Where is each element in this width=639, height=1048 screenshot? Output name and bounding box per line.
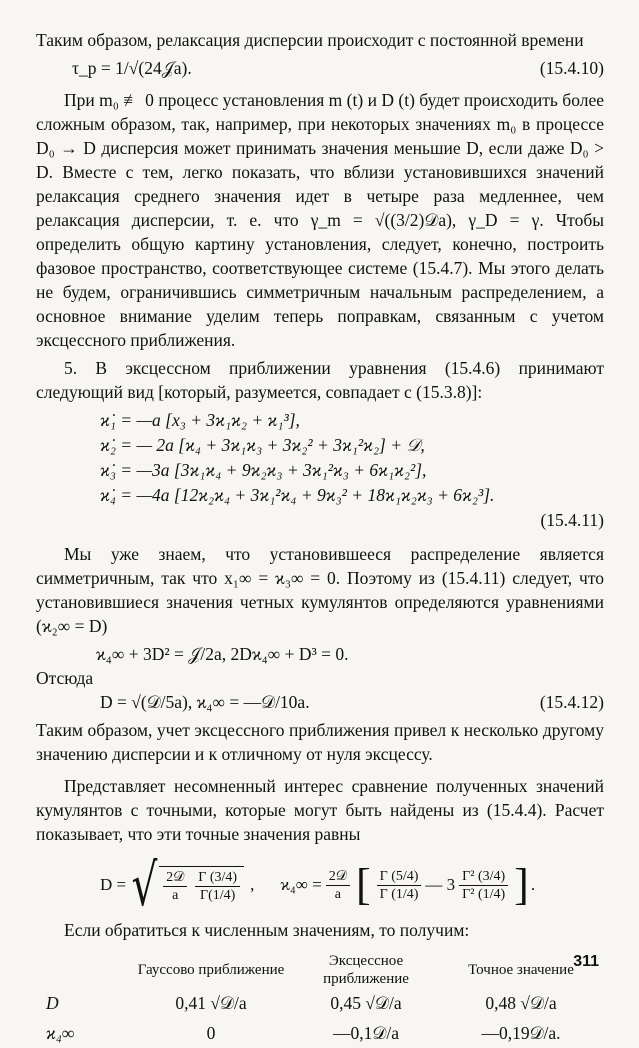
- page-number: 311: [573, 953, 599, 970]
- paragraph-5: Таким образом, учет эксцессного приближения привел к несколько другому значению дисперсии и к отличному от нуля эксцессу.: [36, 720, 604, 764]
- table-row: [36, 1018, 604, 1048]
- paragraph-3: 5. В эксцессном приближении уравнения (15.4.6) принимают следующий вид [который, разумеется, совпадает с (15.3.8)]:: [36, 358, 604, 402]
- fraction: $\frac{\Gamma (5/4)}{\Gamma (1/4)}$: [377, 868, 422, 903]
- table-header-row: [36, 952, 604, 988]
- row-label: D: [46, 993, 59, 1013]
- paragraph-7: Если обратиться к численным значениям, то получим:: [64, 920, 470, 940]
- table-cell: 0,45 √𝒟/a: [330, 993, 402, 1013]
- radical-sign-icon: √: [131, 851, 158, 919]
- paragraph-2: При m₀ ≢ 0 процесс установления m (t) и D (t) будет происходить более сложным образом, так, например, при некоторых значениях m₀ в процессе D₀ → D дисперсия может принимать значения меньшие D, если даже D₀ > D. Вместе с тем, легко показать, что вблизи установившихся значений релаксация среднего значения идет в четыре раза медленнее, чем релаксация дисперсии, т. е. что γ_m = √((3/2)𝒟a), γ_D = γ. Чтобы определить общую картину установления, следует, конечно, построить фазовое пространство, соответствующее системе (15.4.7). Мы этого делать не будем, ограничившись симметричным начальным распределением, а основное внимание уделим теперь поправкам, связанным с учетом эксцессного приближения.: [36, 90, 604, 350]
- system-line: ϰ̇₂ = — 2a [ϰ₄ + 3ϰ₁ϰ₃ + 3ϰ₂² + 3ϰ₁²ϰ₂] + 𝒟,: [100, 435, 425, 455]
- table-cell: 0,48 √𝒟/a: [485, 993, 557, 1013]
- right-bracket: ]: [514, 860, 529, 909]
- left-bracket: [: [355, 860, 371, 909]
- minus-three: — 3: [425, 875, 456, 894]
- system-line: ϰ̇₃ = —3a [3ϰ₁ϰ₄ + 9ϰ₂ϰ₃ + 3ϰ₁²ϰ₃ + 6ϰ₁ϰ₂²],: [100, 460, 427, 480]
- paragraph-4: Мы уже знаем, что установившееся распределение является симметричным, так что x₁∞ = ϰ₃∞ = 0. Поэтому из (15.4.11) следует, что установившиеся значения четных кумулянтов определяются уравнениями (ϰ₂∞ = D): [36, 544, 604, 636]
- paragraph-1: Таким образом, релаксация дисперсии происходит с постоянной времени: [36, 30, 584, 50]
- equation-system-15-4-11: [100, 408, 604, 508]
- equation-15-4-12: [36, 690, 604, 714]
- table-header: Гауссово приближение: [137, 962, 285, 978]
- table-cell: 0,41 √𝒟/a: [175, 993, 247, 1013]
- equation-formula: D = √(𝒟/5a), ϰ₄∞ = —𝒟/10a.: [100, 692, 310, 712]
- kappa-lhs: ϰ₄∞ =: [280, 875, 322, 894]
- table-cell: —0,19𝒟/a.: [481, 1023, 561, 1043]
- system-line: ϰ̇₄ = —4a [12ϰ₂ϰ₄ + 3ϰ₁²ϰ₄ + 9ϰ₃² + 18ϰ₁ϰ₂ϰ₃ + 6ϰ₂³].: [100, 485, 495, 505]
- fraction: $\frac{\text{2𝒟}}{a}$: [326, 868, 350, 903]
- equation-number: (15.4.10): [539, 58, 604, 78]
- table-cell: —0,1𝒟/a: [333, 1023, 399, 1043]
- comparison-table: [36, 952, 604, 1048]
- table-row: [36, 988, 604, 1018]
- equation-stationary: ϰ₄∞ + 3D² = 𝒥/2a, 2Dϰ₄∞ + D³ = 0.: [96, 644, 349, 664]
- table-cell: 0: [206, 1023, 216, 1043]
- equation-15-4-10: [36, 56, 604, 80]
- paragraph-6: Представляет несомненный интерес сравнение полученных значений кумулянтов с точными, которые могут быть найдены из (15.4.4). Расчет показывает, что эти точные значения равны: [36, 776, 604, 844]
- equation-exact-values: [100, 851, 604, 919]
- equation-formula: τ_p = 1/√(24𝒥a).: [72, 58, 192, 78]
- table-header: Эксцессное приближение: [323, 953, 409, 987]
- row-label: ϰ₄∞: [46, 1023, 75, 1043]
- sqrt-expression: [126, 851, 244, 919]
- fraction: $\frac{\text{2𝒟}}{a}$: [163, 869, 187, 904]
- d-lhs: D =: [100, 875, 127, 894]
- equation-number: (15.4.11): [540, 510, 604, 530]
- page-body: [36, 28, 604, 1048]
- fraction: $\frac{\Gamma (3/4)}{\Gamma(1/4)}$: [195, 869, 240, 904]
- table-header: Точное значение: [468, 962, 574, 978]
- system-line: ϰ̇₁ = —a [x₃ + 3ϰ₁ϰ₂ + ϰ₁³],: [100, 410, 300, 430]
- equation-number: (15.4.12): [539, 692, 604, 712]
- fraction: $\frac{\text{Γ² (3/4)}}{\text{Γ² (1/4)}}$: [459, 868, 508, 903]
- separator: ,: [250, 875, 255, 894]
- equation-tail: .: [530, 875, 536, 894]
- otsyuda-label: Отсюда: [36, 668, 94, 688]
